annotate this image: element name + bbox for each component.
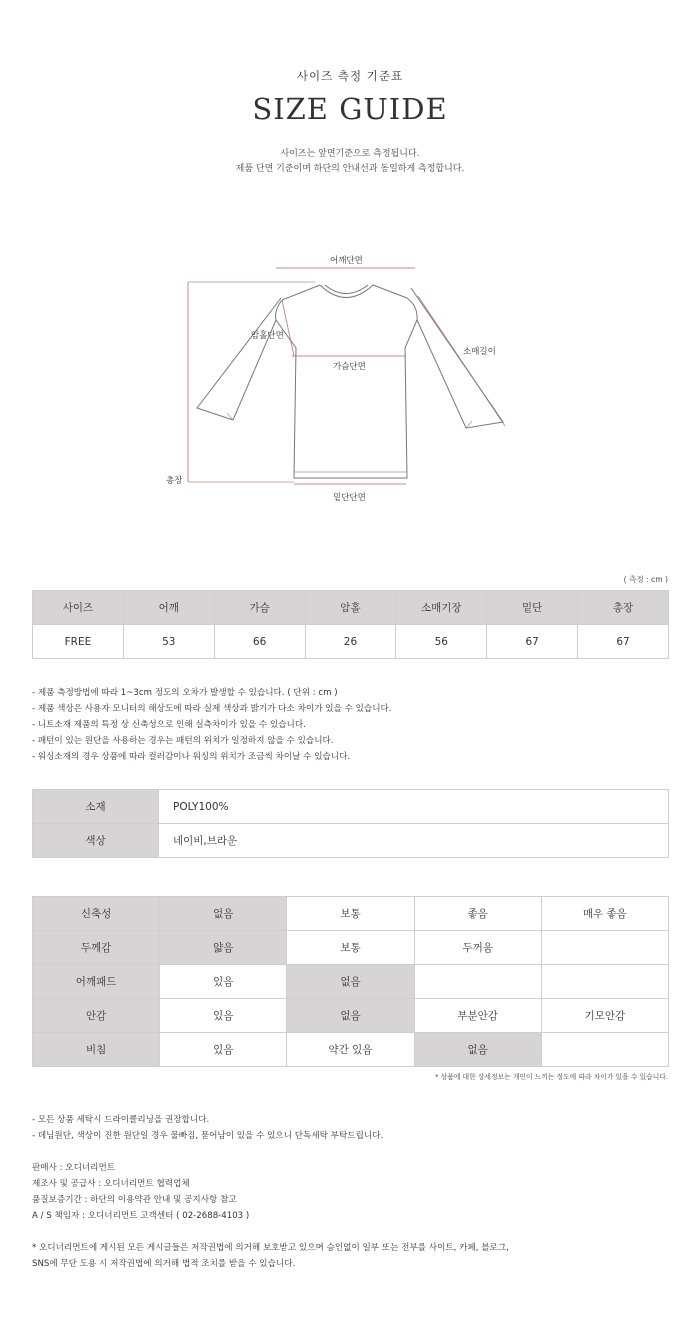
- table-row: [33, 1033, 669, 1067]
- size-table-header: [33, 591, 669, 625]
- fit-cell: 기모안감: [541, 999, 668, 1033]
- note-line: - 니트소재 제품의 특정 상 신축성으로 인해 실측차이가 있을 수 있습니다.: [32, 720, 306, 730]
- size-header-cell: 사이즈: [33, 591, 124, 625]
- page-title-kr: 사이즈 측정 기준표: [296, 69, 404, 83]
- sweater-left-outline: [197, 285, 320, 420]
- fit-cell-selected: 없음: [160, 897, 287, 931]
- fit-cell: 있음: [160, 965, 287, 999]
- fit-cell: [414, 965, 541, 999]
- copyright-line: * 오디너리먼트에 게시된 모든 게시글들은 저작권법에 의거해 보호받고 있으며 승인없이 일부 또는 전부를 사이트, 카페, 블로그,: [32, 1243, 509, 1253]
- size-header-cell: 어깨: [123, 591, 214, 625]
- size-header-cell: 밑단: [487, 591, 578, 625]
- neckline-inner: [325, 285, 368, 294]
- size-header-cell: 총장: [578, 591, 669, 625]
- color-value: 네이비,브라운: [159, 824, 669, 858]
- fit-key: 비침: [33, 1033, 160, 1067]
- copyright-notice: [32, 1240, 509, 1272]
- size-header-cell: 소매기장: [396, 591, 487, 625]
- page-title-en: SIZE GUIDE: [252, 92, 448, 126]
- label-chest: 가슴단면: [333, 362, 366, 372]
- unit-note: ( 측정 : cm ): [623, 575, 668, 584]
- label-shoulder: 어깨단면: [330, 256, 363, 266]
- fit-cell: 두꺼움: [414, 931, 541, 965]
- intro-line: 사이즈는 앞면기준으로 측정됩니다.: [280, 149, 420, 159]
- intro-line: 제품 단면 기준이며 하단의 안내선과 동일하게 측정합니다.: [235, 164, 465, 174]
- info-line: 품질보증기간 : 하단의 이용약관 안내 및 공지사항 참고: [32, 1195, 237, 1205]
- size-cell: 67: [578, 625, 669, 659]
- table-row: [33, 790, 669, 824]
- fit-cell: 부분안감: [414, 999, 541, 1033]
- fit-cell: 보통: [287, 897, 414, 931]
- table-row: [33, 897, 669, 931]
- size-notes: [32, 685, 392, 765]
- table-row: [33, 625, 669, 659]
- fit-cell: 보통: [287, 931, 414, 965]
- fit-cell: 약간 있음: [287, 1033, 414, 1067]
- size-cell: FREE: [33, 625, 124, 659]
- material-value: POLY100%: [159, 790, 669, 824]
- fit-cell: [541, 965, 668, 999]
- armhole-measure-line: [282, 300, 294, 356]
- fit-cell: 좋음: [414, 897, 541, 931]
- fit-cell: 있음: [160, 1033, 287, 1067]
- fit-cell: [541, 931, 668, 965]
- label-length: 총장: [166, 476, 183, 486]
- fit-key: 두께감: [33, 931, 160, 965]
- material-table: [32, 789, 669, 858]
- table-row: [33, 999, 669, 1033]
- note-line: - 워싱소재의 경우 상품에 따라 컬러감이나 워싱의 위치가 조금씩 차이날 수 있습니다.: [32, 752, 351, 762]
- table-row: [33, 931, 669, 965]
- care-notes: [32, 1112, 383, 1144]
- size-cell: 56: [396, 625, 487, 659]
- info-line: 제조사 및 공급사 : 오디너리먼트 협력업체: [32, 1179, 190, 1189]
- size-cell: 26: [305, 625, 396, 659]
- note-line: - 모든 상품 세탁시 드라이클리닝을 권장합니다.: [32, 1115, 210, 1125]
- size-cell: 66: [214, 625, 305, 659]
- info-line: A / S 책임자 : 오디너리먼트 고객센터 ( 02-2688-4103 ): [32, 1211, 250, 1221]
- note-line: - 제품 색상은 사용자 모니터의 해상도에 따라 실제 색상과 밝기가 다소 차이가 있을 수 있습니다.: [32, 704, 392, 714]
- info-line: 판매사 : 오디너리먼트: [32, 1163, 116, 1173]
- fit-table: [32, 896, 669, 1067]
- copyright-line: SNS에 무단 도용 시 저작권법에 의거해 법적 조치를 받을 수 있습니다.: [32, 1259, 296, 1269]
- fit-cell: [541, 1033, 668, 1067]
- note-line: - 데님원단, 색상이 진한 원단일 경우 물빠짐, 묻어남이 있을 수 있으니 단독세탁 부탁드립니다.: [32, 1131, 384, 1141]
- size-table: [32, 590, 669, 659]
- size-cell: 67: [487, 625, 578, 659]
- fit-cell: 매우 좋음: [541, 897, 668, 931]
- fit-cell-selected: 없음: [287, 965, 414, 999]
- size-header-cell: 암홀: [305, 591, 396, 625]
- fit-key: 신축성: [33, 897, 160, 931]
- intro-text: [0, 147, 700, 177]
- label-hem: 밑단단면: [333, 493, 366, 503]
- garment-diagram: [0, 240, 700, 510]
- fit-key: 안감: [33, 999, 160, 1033]
- fit-cell: 있음: [160, 999, 287, 1033]
- sweater-body-outline: [276, 320, 417, 478]
- table-row: [33, 824, 669, 858]
- size-header-cell: 가슴: [214, 591, 305, 625]
- fit-cell-selected: 없음: [414, 1033, 541, 1067]
- seller-info: [32, 1160, 249, 1224]
- size-cell: 53: [123, 625, 214, 659]
- table-row: [33, 965, 669, 999]
- fit-cell-selected: 없음: [287, 999, 414, 1033]
- label-sleeve: 소매길이: [463, 347, 496, 357]
- fit-note: * 상품에 대한 상세정보는 개인이 느끼는 정도에 따라 차이가 있을 수 있습니다.: [435, 1073, 668, 1081]
- fit-key: 어깨패드: [33, 965, 160, 999]
- note-line: - 패턴이 있는 원단을 사용하는 경우는 패턴의 위치가 일정하지 않을 수 있습니다.: [32, 736, 334, 746]
- material-key: 소재: [33, 790, 159, 824]
- note-line: - 제품 측정방법에 따라 1~3cm 정도의 오차가 발생할 수 있습니다. ( 단위 : cm ): [32, 688, 338, 698]
- fit-cell-selected: 얇음: [160, 931, 287, 965]
- color-key: 색상: [33, 824, 159, 858]
- label-armhole: 암홀단면: [251, 331, 284, 341]
